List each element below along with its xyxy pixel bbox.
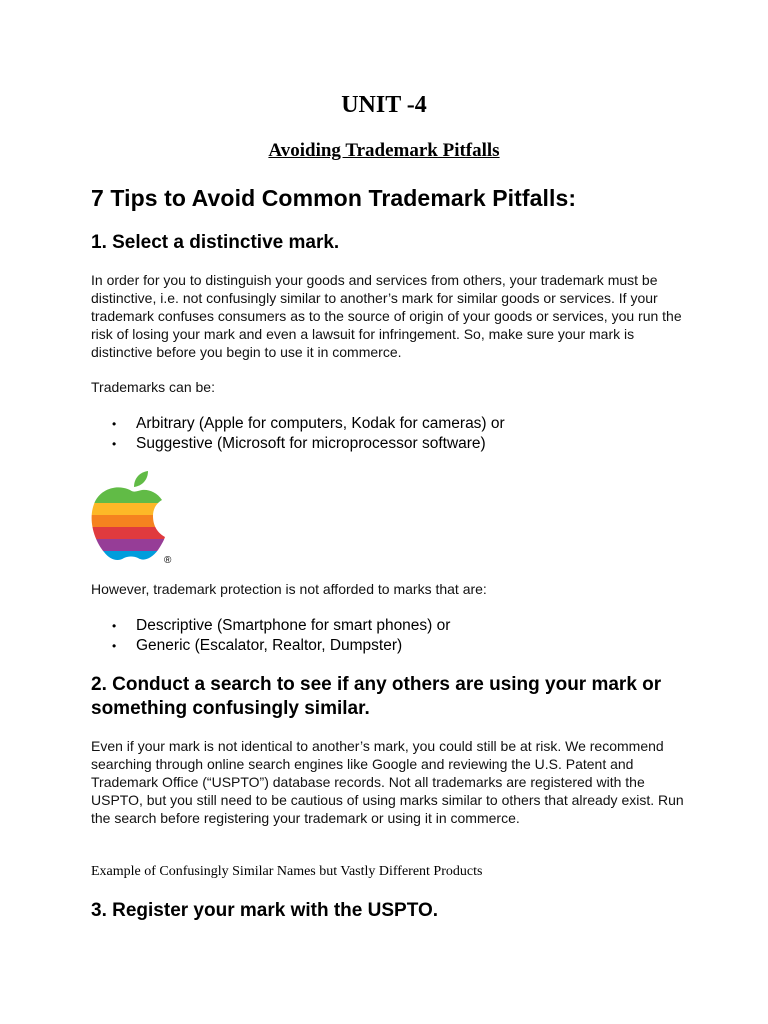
list-item: • Suggestive (Microsoft for microprocessor software) <box>91 434 505 454</box>
list-item: • Generic (Escalator, Realtor, Dumpster) <box>91 636 450 656</box>
registered-mark: ® <box>164 555 172 566</box>
not-afforded-list <box>91 616 450 656</box>
not-afforded-label: However, trademark protection is not afforded to marks that are: <box>91 581 487 597</box>
example-caption: Example of Confusingly Similar Names but Vastly Different Products <box>91 864 483 879</box>
section1-paragraph: In order for you to distinguish your goods and services from others, your trademark must be distinctive, i.e. not confusingly similar to another’s mark for similar goods or services. If your trademark confuses consumers as to the source of origin of your goods or services, you run the risk of losing your mark and even a lawsuit for infringement. So, make sure your mark is distinctive before you begin to use it in commerce. <box>91 272 682 360</box>
can-be-list <box>91 414 505 454</box>
trademarks-can-be-label: Trademarks can be: <box>91 379 215 395</box>
subtitle-text: Avoiding Trademark Pitfalls <box>268 140 500 161</box>
list-item: • Arbitrary (Apple for computers, Kodak for cameras) or <box>91 414 505 434</box>
unit-title: UNIT -4 <box>341 92 427 118</box>
section3-heading: 3. Register your mark with the USPTO. <box>91 900 439 921</box>
list-item: • Descriptive (Smartphone for smart phones) or <box>91 616 450 636</box>
section1-heading: 1. Select a distinctive mark. <box>91 232 340 253</box>
section2-heading: 2. Conduct a search to see if any others are using your mark or something confusingly similar. <box>91 674 662 719</box>
section2-paragraph: Even if your mark is not identical to another’s mark, you could still be at risk. We recommend searching through online search engines like Google and reviewing the U.S. Patent and Trademark Office (“USPTO”) database records. Not all trademarks are registered with the USPTO, but you still need to be cautious of using marks similar to others that already exist. Run the search before registering your trademark or using it in commerce. <box>91 738 684 826</box>
apple-logo-image <box>90 470 180 570</box>
main-heading: 7 Tips to Avoid Common Trademark Pitfalls: <box>91 185 577 211</box>
document-subtitle <box>0 140 768 162</box>
